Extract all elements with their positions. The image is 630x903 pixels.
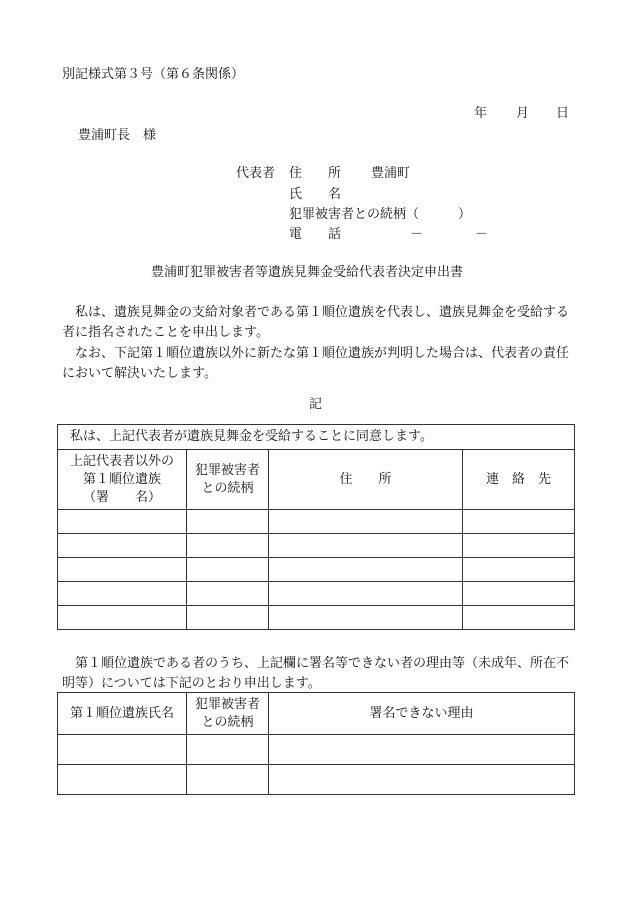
table1-header-relation-line1: 犯罪被害者 xyxy=(194,462,260,478)
table1-header-signature-line2: 第１順位遺族 xyxy=(82,471,161,487)
phone-label: 電 話 xyxy=(289,227,342,242)
signature-cell[interactable] xyxy=(58,582,187,606)
contact-cell[interactable] xyxy=(463,582,575,606)
signature-cell[interactable] xyxy=(58,534,187,558)
body-paragraph-1: 私は、遺族見舞金の支給対象者である第１順位遺族を代表し、遺族見舞金を受給する者に指名されたことを申出します。 xyxy=(62,305,570,340)
relation-cell[interactable] xyxy=(187,558,269,582)
relation-cell[interactable] xyxy=(187,765,269,795)
table-row xyxy=(58,558,575,582)
table2-header-name: 第１順位遺族氏名 xyxy=(58,693,187,735)
consent-statement: 私は、上記代表者が遺族見舞金を受給することに同意します。 xyxy=(58,425,575,450)
table-row xyxy=(58,582,575,606)
relation-cell[interactable] xyxy=(187,606,269,630)
reason-cell[interactable] xyxy=(269,735,575,765)
table1-header-signature xyxy=(58,450,187,510)
representative-label: 代表者 xyxy=(236,166,276,181)
address-cell[interactable] xyxy=(269,558,463,582)
reason-cell[interactable] xyxy=(269,765,575,795)
table1-header-contact: 連 絡 先 xyxy=(463,450,575,510)
date-year-label: 年 xyxy=(474,106,488,121)
table1-header-address: 住 所 xyxy=(269,450,463,510)
address-value: 豊浦町 xyxy=(371,166,411,181)
address-cell[interactable] xyxy=(269,510,463,534)
phone-dashes: － － xyxy=(410,227,489,242)
ki-marker: 記 xyxy=(309,397,323,412)
table2-header-relation-line1: 犯罪被害者 xyxy=(194,696,260,712)
address-cell[interactable] xyxy=(269,606,463,630)
consent-table xyxy=(57,424,575,630)
signature-cell[interactable] xyxy=(58,558,187,582)
table2-header-reason: 署名できない理由 xyxy=(269,693,575,735)
signature-cell[interactable] xyxy=(58,510,187,534)
table1-header-relation-line2: との続柄 xyxy=(201,480,254,496)
body-paragraph-2: なお、下記第１順位遺族以外に新たな第１順位遺族が判明した場合は、代表者の責任において解決いたします。 xyxy=(62,346,570,381)
unable-to-sign-table xyxy=(57,692,575,795)
contact-cell[interactable] xyxy=(463,558,575,582)
consent-row xyxy=(58,425,575,450)
table2-header-row xyxy=(58,693,575,735)
family-name-cell[interactable] xyxy=(58,765,187,795)
table1-header-row xyxy=(58,450,575,510)
table1-header-relation xyxy=(187,450,269,510)
form-label: 別記様式第３号（第６条関係） xyxy=(62,67,245,82)
table-row xyxy=(58,765,575,795)
address-label: 住 所 xyxy=(289,166,342,181)
address-cell[interactable] xyxy=(269,534,463,558)
table1-header-signature-line1: 上記代表者以外の xyxy=(69,453,174,469)
table2-header-relation-line2: との続柄 xyxy=(201,714,254,730)
name-label: 氏 名 xyxy=(289,187,342,202)
signature-cell[interactable] xyxy=(58,606,187,630)
contact-cell[interactable] xyxy=(463,606,575,630)
table-row xyxy=(58,510,575,534)
document-title: 豊浦町犯罪被害者等遺族見舞金受給代表者決定申出書 xyxy=(151,265,464,280)
date-day-label: 日 xyxy=(556,106,570,121)
relation-cell[interactable] xyxy=(187,510,269,534)
relation-cell[interactable] xyxy=(187,582,269,606)
table1-header-signature-line3: （署 名） xyxy=(82,489,161,505)
contact-cell[interactable] xyxy=(463,510,575,534)
relation-label: 犯罪被害者との続柄（ ） xyxy=(289,207,472,222)
relation-cell[interactable] xyxy=(187,534,269,558)
address-cell[interactable] xyxy=(269,582,463,606)
relation-cell[interactable] xyxy=(187,735,269,765)
family-name-cell[interactable] xyxy=(58,735,187,765)
contact-cell[interactable] xyxy=(463,534,575,558)
table-row xyxy=(58,606,575,630)
table-row xyxy=(58,534,575,558)
table-row xyxy=(58,735,575,765)
date-month-label: 月 xyxy=(516,106,530,121)
section2-paragraph: 第１順位遺族である者のうち、上記欄に署名等できない者の理由等（未成年、所在不明等）については下記のとおり申出します。 xyxy=(62,656,570,691)
addressee: 豊浦町長 様 xyxy=(78,128,157,143)
table2-header-relation xyxy=(187,693,269,735)
